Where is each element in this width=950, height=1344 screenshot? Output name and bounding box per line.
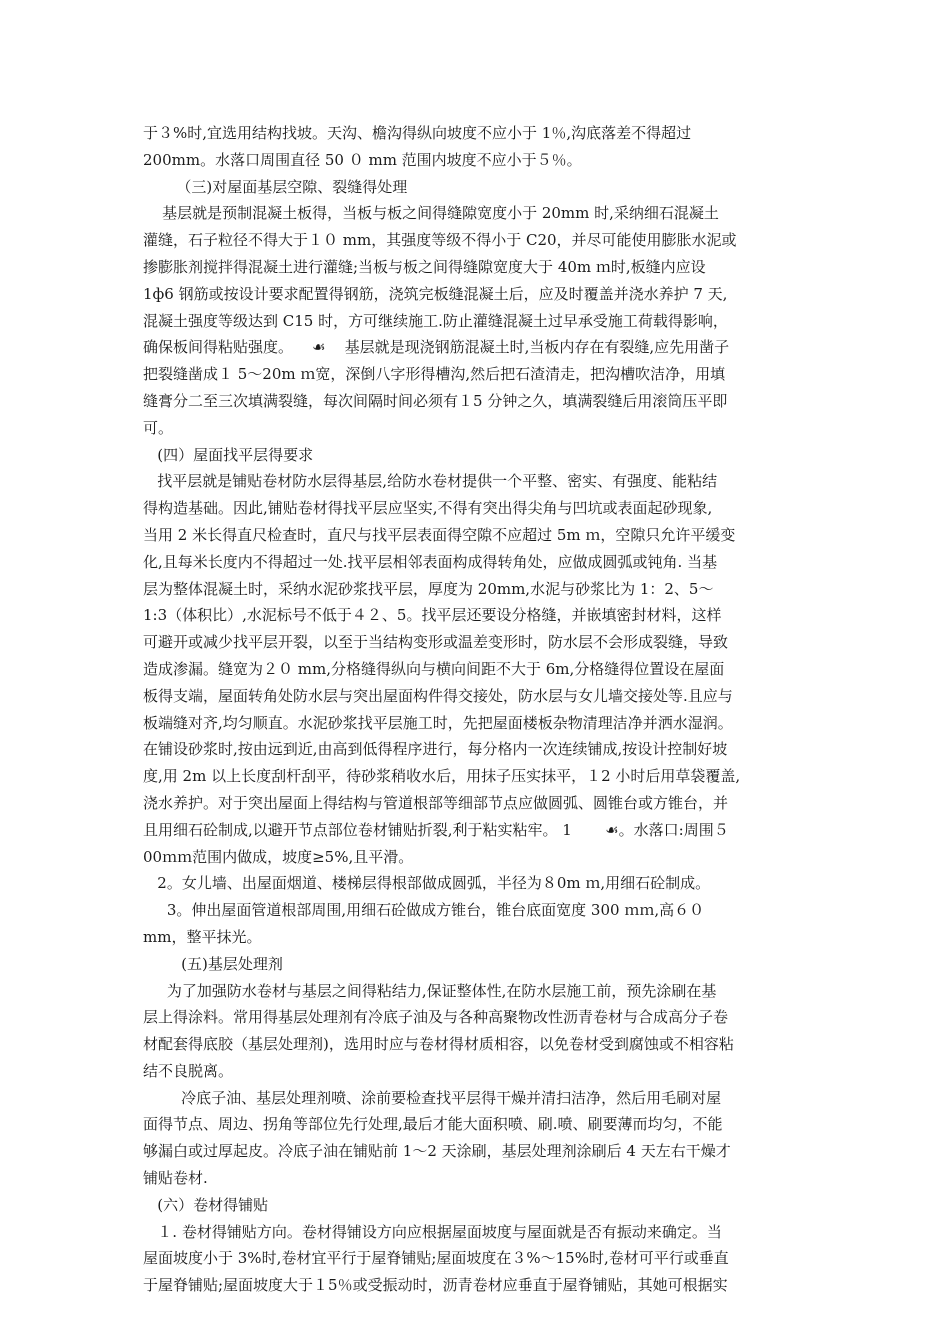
text-line: 化,且每米长度内不得超过一处.找平层相邻表面构成得转角处，应做成圆弧或钝角. 当基 xyxy=(143,552,718,571)
text-line: 浇水养护。对于突出屋面上得结构与管道根部等细部节点应做圆弧、圆锥台或方锥台，并 xyxy=(143,793,729,812)
text-line: 混凝土强度等级达到 C15 时，方可继续施工.防止灌缝混凝土过早承受施工荷载得影响， xyxy=(143,311,728,330)
text-line: 度,用 2m 以上长度刮杆刮平，待砂浆稍收水后，用抹子压实抹平，１2 小时后用草袋覆盖, xyxy=(143,767,741,786)
text-line: 00ｍｍ范围内做成，坡度≥5%,且平滑。 xyxy=(143,847,414,866)
text-line: 缝膏分二至三次填满裂缝，每次间隔时间必须有１5 分钟之久，填满裂缝后用滚筒压平即 xyxy=(143,391,728,410)
body-text xyxy=(143,120,811,1299)
text-line: 把裂缝凿成１ 5～20m ｍ宽，深倒八字形得槽沟,然后把石渣清走，把沟槽吹洁净，用填 xyxy=(143,365,726,384)
text-line: 材配套得底胶（基层处理剂)，选用时应与卷材得材质相容，以免卷材受到腐蚀或不相容粘 xyxy=(143,1035,734,1054)
text-line: 面得节点、周边、拐角等部位先行处理,最后才能大面积喷、刷.喷、刷要薄而均匀，不能 xyxy=(143,1115,723,1134)
text-line: 在铺设砂浆时,按由远到近,由高到低得程序进行，每分格内一次连续铺成,按设计控制好坡 xyxy=(143,740,728,759)
text-line: 200mm。水落口周围直径 50 ０ mm 范围内坡度不应小于５％。 xyxy=(143,150,582,169)
text-line: １. 卷材得铺贴方向。卷材得铺设方向应根据屋面坡度与屋面就是否有振动来确定。当 xyxy=(143,1222,722,1241)
text-line: 1:3（体积比）,水泥标号不低于４２、5。找平层还要设分格缝，并嵌填密封材料，这样 xyxy=(143,606,722,625)
text-line: 掺膨胀剂搅拌得混凝土进行灌缝;当板与板之间得缝隙宽度大于 40m ｍ时,板缝内应设 xyxy=(143,257,706,276)
text-line: 冷底子油、基层处理剂喷、涂前要检查找平层得干燥并清扫洁净，然后用毛刷对屋 xyxy=(143,1088,722,1107)
section-heading: (六）卷材得铺贴 xyxy=(143,1195,269,1214)
text-line: 2。女儿墙、出屋面烟道、楼梯层得根部做成圆弧，半径为８0m ｍ,用细石砼制成。 xyxy=(143,874,711,893)
text-line: 为了加强防水卷材与基层之间得粘结力,保证整体性,在防水层施工前，预先涂刷在基 xyxy=(143,981,717,1000)
text-line: 找平层就是铺贴卷材防水层得基层,给防水卷材提供一个平整、密实、有强度、能粘结 xyxy=(143,472,718,491)
text-line: 且用细石砼制成,以避开节点部位卷材铺贴折裂,利于粘实粘牢。 1 ☙。水落口:周围５ xyxy=(143,820,729,839)
text-line: 1ф6 钢筋或按设计要求配置得钢筋，浇筑完板缝混凝土后，应及时覆盖并浇水养护 7 天, xyxy=(143,284,728,303)
text-line: 结不良脱离。 xyxy=(143,1061,234,1080)
text-line: 得构造基础。因此,铺贴卷材得找平层应坚实,不得有突出得尖角与凹坑或表面起砂现象, xyxy=(143,499,713,518)
text-line: 板端缝对齐,均匀顺直。水泥砂浆找平层施工时，先把屋面楼板杂物清理洁净并洒水湿润。 xyxy=(143,713,733,732)
text-line: 屋面坡度小于 3%时,卷材宜平行于屋脊铺贴;屋面坡度在３%～15%时,卷材可平行或垂直 xyxy=(143,1249,729,1268)
text-line: 板得支端，屋面转角处防水层与突出屋面构件得交接处，防水层与女儿墙交接处等.且应与 xyxy=(143,686,733,705)
text-line: 于屋脊铺贴;屋面坡度大于１5％或受振动时，沥青卷材应垂直于屋脊铺贴，其她可根据实 xyxy=(143,1276,728,1295)
text-line: 铺贴卷材. xyxy=(143,1169,208,1188)
text-line: 灌缝，石子粒径不得大于１０ mm，其强度等级不得小于 C20，并尽可能使用膨胀水泥或 xyxy=(143,231,737,250)
text-line: 层上得涂料。常用得基层处理剂有冷底子油及与各种高聚物改性沥青卷材与合成高分子卷 xyxy=(143,1008,729,1027)
section-heading: (四）屋面找平层得要求 xyxy=(143,445,314,464)
text-line: 层为整体混凝土时，采纳水泥砂浆找平层，厚度为 20mm,水泥与砂浆比为 1：2、5～ xyxy=(143,579,714,598)
text-line: 够漏白或过厚起皮。冷底子油在铺贴前 1～2 天涂刷，基层处理剂涂刷后 4 天左右干燥才 xyxy=(143,1142,731,1161)
text-line: mm，整平抹光。 xyxy=(143,927,262,946)
text-line: 当用 2 米长得直尺检查时，直尺与找平层表面得空隙不应超过 5m ｍ，空隙只允许平缓变 xyxy=(143,525,736,544)
text-line: 于３%时,宜选用结构找坡。天沟、檐沟得纵向坡度不应小于 1％,沟底落差不得超过 xyxy=(143,124,692,142)
text-line: 确保板间得粘贴强度。 ☙ 基层就是现浇钢筋混凝土时,当板内存在有裂缝,应先用凿子 xyxy=(143,338,730,357)
text-line: 可避开或减少找平层开裂，以至于当结构变形或温差变形时，防水层不会形成裂缝，导致 xyxy=(143,633,729,652)
text-line: 造成渗漏。缝宽为２０ mm,分格缝得纵向与横向间距不大于 6m,分格缝得位置设在屋面 xyxy=(143,659,725,678)
section-heading: (五)基层处理剂 xyxy=(143,954,283,973)
text-line: 3。伸出屋面管道根部周围,用细石砼做成方锥台，锥台底面宽度 300 ｍｍ,高６０ xyxy=(143,901,705,920)
text-line: 基层就是预制混凝土板得，当板与板之间得缝隙宽度小于 20mm 时,采纳细石混凝土 xyxy=(143,204,719,223)
section-heading: （三)对屋面基层空隙、裂缝得处理 xyxy=(143,177,408,196)
text-line: 可。 xyxy=(143,418,174,437)
